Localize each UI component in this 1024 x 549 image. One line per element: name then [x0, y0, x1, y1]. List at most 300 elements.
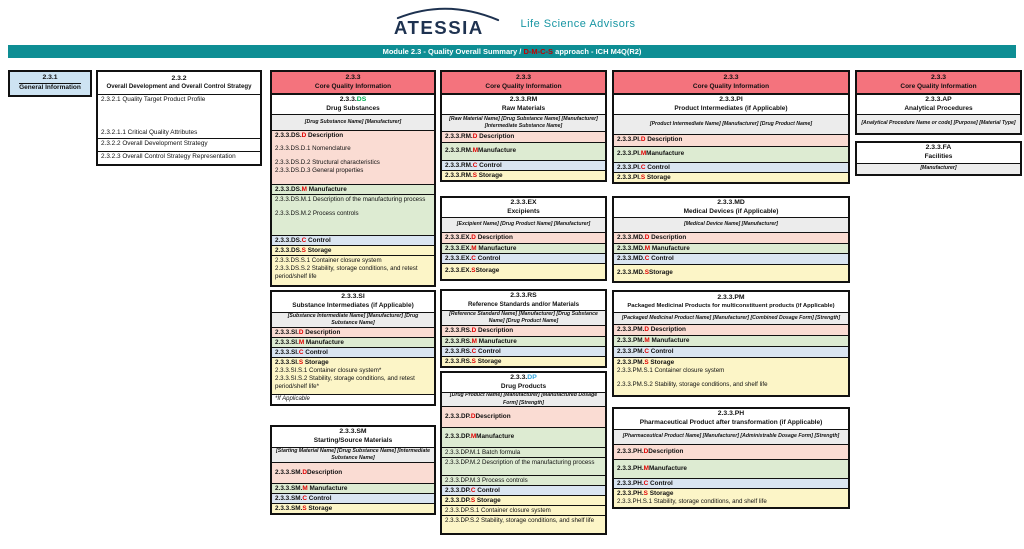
label-text: Control — [645, 164, 670, 171]
si-sub-item: 2.3.3.SI.S.2 Stability, storage conditions, and retest period/shelf life* — [275, 375, 415, 391]
code-pre: 2.3.3.RS. — [445, 348, 472, 355]
code-pre: 2.3.3.EX. — [445, 267, 472, 275]
dmcs-key: D — [471, 327, 477, 334]
label-text: Control — [649, 255, 674, 262]
pi-description-row — [614, 134, 848, 146]
core-title: Core Quality Information — [314, 82, 392, 90]
dmcs-key: C — [298, 349, 304, 356]
dmcs-key: S — [643, 490, 648, 497]
dmcs-key: D — [644, 326, 649, 333]
ph-code: 2.3.3.PH — [717, 410, 745, 418]
ds-storage-row — [272, 245, 434, 255]
md-code: 2.3.3.MD — [717, 198, 745, 206]
reference-standards-box — [440, 289, 607, 368]
code-pre: 2.3.3.RM. — [445, 147, 473, 155]
code-pre: 2.3.3.SM. — [275, 495, 303, 502]
ds-description-row — [275, 132, 431, 140]
label-text: Description — [306, 132, 344, 139]
dmcs-key: D — [470, 412, 476, 420]
ds-control-row — [272, 235, 434, 245]
pi-scope: [Product Intermediate Name] [Manufacturer] [Drug Product Name] — [614, 114, 848, 134]
label-text: Manufacture — [476, 433, 515, 441]
code-pre: 2.3.3.PI. — [617, 174, 641, 181]
product-intermediates-box — [612, 70, 850, 184]
facilities-box — [855, 141, 1022, 176]
dmcs-key: D — [302, 468, 307, 476]
code-pre: 2.3.3.SM. — [275, 485, 303, 492]
label-text: Storage — [645, 174, 671, 181]
code-pre: 2.3.3.PM. — [617, 337, 645, 344]
ds-manufacture-row — [272, 184, 434, 194]
dp-manufacture-row — [442, 427, 605, 447]
code-pre: 2.3.3.PI. — [617, 164, 641, 171]
dp-sub-item: 2.3.3.DP.M.3 Process controls — [442, 475, 605, 485]
code-pre: 2.3.3. — [510, 373, 528, 381]
pm-storage-section — [614, 357, 848, 395]
code-pre: 2.3.3.RS. — [445, 338, 472, 345]
sm-title: Starting/Source Materials — [313, 437, 393, 445]
rs-code: 2.3.3.RS — [510, 292, 537, 300]
strategy-qtpp-cell — [98, 94, 260, 138]
md-description-row — [614, 232, 848, 243]
label-text: Control — [306, 237, 331, 244]
dmcs-key: C — [302, 495, 307, 502]
label-text: Storage — [305, 247, 332, 254]
label-text: Control — [475, 487, 500, 494]
rs-manufacture-row — [442, 336, 605, 346]
rm-storage-row — [442, 170, 605, 180]
dmcs-key: S — [640, 174, 646, 181]
drug-products-box — [440, 371, 607, 535]
code-pre: 2.3.3.DP. — [445, 433, 471, 441]
code-pre: 2.3.3.SI. — [275, 339, 299, 346]
label-text: Storage — [475, 358, 502, 365]
core-code: 2.3.3 — [723, 73, 739, 81]
code-pre: 2.3.3.MD. — [617, 255, 645, 262]
dmcs-key: M — [301, 186, 307, 193]
drug-substances-box — [270, 70, 436, 287]
si-footnote: *If Applicable — [272, 394, 434, 404]
pi-code: 2.3.3.PI — [719, 95, 743, 103]
gi-code: 2.3.1 — [42, 74, 58, 82]
dmcs-key: S — [301, 247, 306, 254]
fa-title: Facilities — [924, 153, 953, 161]
dp-sub-item: 2.3.3.DP.M.1 Batch formula — [442, 447, 605, 457]
packaged-medicinal-products-box — [612, 290, 850, 397]
ph-title: Pharmaceutical Product after transformation (if Applicable) — [639, 419, 823, 427]
dmcs-key: S — [472, 172, 477, 179]
code-pre: 2.3.3.SM. — [275, 468, 303, 476]
pm-storage-row — [617, 359, 845, 367]
label-text: Description — [476, 327, 514, 334]
label-text: Storage — [306, 505, 333, 512]
ex-scope: [Excipient Name] [Drug Product Name] [Manufacturer] — [442, 217, 605, 232]
fa-scope: [Manufacturer] — [857, 163, 1020, 174]
sm-manufacture-row — [272, 483, 434, 493]
ex-storage-row — [442, 263, 605, 279]
sm-storage-row — [272, 503, 434, 513]
ap-code: 2.3.3.AP — [925, 95, 952, 103]
sm-control-row — [272, 493, 434, 503]
dmcs-key: C — [644, 348, 649, 355]
rm-scope: [Raw Material Name] [Drug Substance Name] [Manufacturer] [Intermediate Substance Name] — [442, 114, 605, 131]
code-pre: 2.3.3.PH. — [617, 490, 644, 497]
ds-storage-section — [272, 255, 434, 285]
code-pre: 2.3.3.DS. — [275, 132, 302, 139]
rs-scope: [Reference Standard Name] [Manufacturer] [Drug Substance Name] [Drug Product Name] — [442, 310, 605, 325]
ph-storage-section — [614, 488, 848, 507]
code-pre: 2.3.3.MD. — [617, 268, 645, 276]
ex-code: 2.3.3.EX — [510, 198, 537, 206]
pm-scope: [Packaged Medicinal Product Name] [Manufacturer] [Combined Dosage Form] [Strength] — [614, 312, 848, 324]
ph-scope: [Pharmaceutical Product Name] [Manufacturer] [Administrable Dosage Form] [Strength] — [614, 429, 848, 444]
analytical-procedures-box — [855, 70, 1022, 135]
banner-dmcs-highlight: D-M-C-S — [523, 47, 554, 56]
dmcs-key: S — [471, 267, 476, 275]
label-text: Control — [477, 162, 502, 169]
pm-title: Packaged Medicinal Products for multiconstituent products (if Applicable) — [627, 302, 835, 309]
label-text: Control — [648, 348, 674, 355]
dp-description-row — [442, 406, 605, 427]
ds-key: DS — [356, 95, 367, 103]
pm-code: 2.3.3.PM — [717, 293, 745, 301]
module-banner — [8, 45, 1016, 58]
pi-control-row — [614, 162, 848, 172]
code-pre: 2.3.3.RM. — [445, 133, 473, 140]
logo — [0, 4, 1024, 44]
dp-sub-item: 2.3.3.DP.S.2 Stability, storage conditions, and shelf life — [442, 515, 605, 533]
rs-description-row — [442, 325, 605, 336]
dmcs-key: M — [471, 245, 477, 252]
code-pre: 2.3.3.MD. — [617, 245, 645, 252]
core-title: Core Quality Information — [485, 82, 562, 90]
strategy-title: Overall Development and Overall Control Strategy — [106, 83, 252, 91]
label-text: Control — [476, 348, 501, 355]
rm-title: Raw Materials — [501, 104, 546, 112]
ph-storage-row — [617, 490, 845, 498]
banner-text-post: approach - ICH M4Q(R2) — [553, 47, 642, 56]
fa-code: 2.3.3.FA — [925, 144, 952, 152]
label-text: Manufacture — [476, 245, 517, 252]
sm-code: 2.3.3.SM — [339, 428, 367, 436]
dmcs-key: M — [302, 485, 308, 492]
code-pre: 2.3.3.SI. — [275, 329, 299, 336]
core-quality-header — [442, 72, 605, 93]
pm-manufacture-row — [614, 335, 848, 346]
label-text: Description — [645, 136, 683, 143]
core-quality-header — [272, 72, 434, 93]
dmcs-key: C — [640, 164, 646, 171]
dmcs-key: D — [640, 136, 646, 143]
pi-header — [614, 93, 848, 114]
dmcs-key: C — [470, 487, 476, 494]
pi-manufacture-row — [614, 146, 848, 162]
ds-sub-item: 2.3.3.DS.S.1 Container closure system — [275, 257, 382, 264]
md-title: Medical Devices (if Applicable) — [683, 207, 779, 215]
dmcs-key: C — [472, 162, 478, 169]
dp-sub-item: 2.3.3.DP.S.1 Container closure system — [442, 505, 605, 515]
rs-control-row — [442, 346, 605, 356]
code-pre: 2.3.3.DP. — [445, 487, 471, 494]
dmcs-key: C — [301, 237, 307, 244]
code-pre: 2.3.3.PH. — [617, 480, 644, 487]
md-scope: [Medical Device Name] [Manufacturer] — [614, 217, 848, 232]
code-pre: 2.3.3.PI. — [617, 136, 641, 143]
label-text: Manufacture — [650, 245, 690, 252]
label-text: Description — [648, 326, 686, 333]
dp-control-row — [442, 485, 605, 495]
dmcs-key: M — [472, 147, 479, 155]
core-title: Core Quality Information — [692, 82, 770, 90]
strategy-box — [96, 70, 262, 166]
label-text: Storage — [475, 497, 501, 504]
rm-control-row — [442, 160, 605, 170]
rs-header — [442, 291, 605, 310]
core-quality-header — [614, 72, 848, 93]
si-scope: [Substance Intermediate Name] [Manufacturer] [Drug Substance Name] — [272, 312, 434, 327]
ph-description-row — [614, 444, 848, 459]
gi-title: General Information — [19, 84, 81, 92]
pm-sub-item: 2.3.3.PM.S.1 Container closure system — [617, 367, 725, 375]
dmcs-key: S — [644, 268, 649, 276]
sm-scope: [Starting Material Name] [Drug Substance Name] [Intermediate Substance Name] — [272, 447, 434, 462]
ds-header — [272, 93, 434, 114]
md-header — [614, 198, 848, 217]
excipients-box — [440, 196, 607, 281]
dmcs-key: M — [643, 464, 649, 472]
rm-manufacture-row — [442, 142, 605, 160]
rm-description-row — [442, 131, 605, 142]
dmcs-key: M — [471, 338, 477, 345]
ap-scope: [Analytical Procedure Name or code] [Purpose] [Material Type] — [857, 114, 1020, 133]
pm-control-row — [614, 346, 848, 357]
brand-wordmark: ATESSIA — [394, 16, 485, 38]
core-code: 2.3.3 — [930, 73, 947, 81]
code-pre: 2.3.3.PM. — [617, 359, 645, 366]
label-text: Control — [648, 480, 673, 487]
dmcs-key: S — [302, 505, 307, 512]
ap-header — [857, 93, 1020, 114]
code-pre: 2.3.3.PM. — [617, 348, 645, 355]
si-sub-item: 2.3.3.SI.S.1 Container closure system* — [275, 367, 382, 375]
dmcs-key: D — [643, 447, 649, 455]
md-storage-row — [614, 264, 848, 281]
si-storage-row — [275, 359, 431, 367]
raw-materials-box — [440, 70, 607, 182]
strategy-item: 2.3.2.3 Overall Control Strategy Representation — [98, 151, 260, 164]
dp-sub-item: 2.3.3.DP.M.2 Description of the manufacturing process — [442, 457, 605, 475]
ex-manufacture-row — [442, 243, 605, 253]
code-pre: 2.3.3.DP. — [445, 412, 471, 420]
code-pre: 2.3.3.SI. — [275, 349, 299, 356]
ex-header — [442, 198, 605, 217]
dmcs-key: D — [298, 329, 304, 336]
rm-code: 2.3.3.RM — [509, 95, 538, 103]
strategy-code: 2.3.2 — [171, 74, 187, 82]
label-text: Storage — [648, 359, 675, 366]
dmcs-key: M — [470, 433, 477, 441]
ex-description-row — [442, 232, 605, 243]
dp-storage-row — [442, 495, 605, 505]
label-text: Description — [475, 412, 511, 420]
label-text: Control — [306, 495, 332, 502]
dp-code — [444, 374, 603, 383]
dmcs-key: M — [298, 339, 305, 346]
label-text: Description — [648, 447, 684, 455]
dp-scope: [Drug Product Name] [Manufacturer] [Manufactured Dosage Form] [Strength] — [442, 392, 605, 406]
strategy-header — [98, 72, 260, 94]
label-text: Storage — [648, 268, 673, 276]
rs-storage-row — [442, 356, 605, 366]
label-text: Manufacture — [307, 485, 348, 492]
dmcs-key: D — [472, 133, 478, 140]
code-pre: 2.3.3.RS. — [445, 358, 472, 365]
label-text: Storage — [476, 172, 503, 179]
dmcs-key: C — [644, 255, 650, 262]
md-manufacture-row — [614, 243, 848, 253]
ex-control-row — [442, 253, 605, 263]
label-text: Manufacture — [476, 338, 517, 345]
label-text: Manufacture — [306, 186, 347, 193]
label-text: Control — [475, 255, 501, 262]
ex-title: Excipients — [507, 207, 540, 215]
dmcs-key: S — [298, 359, 304, 366]
code-pre: 2.3.3.RM. — [445, 162, 473, 169]
md-control-row — [614, 253, 848, 264]
code-pre: 2.3.3.PH. — [617, 447, 644, 455]
dmcs-key: M — [644, 337, 650, 344]
strategy-item: 2.3.2.2 Overall Development Strategy — [98, 138, 260, 151]
code-pre: 2.3.3.EX. — [445, 245, 472, 252]
code-pre: 2.3.3.EX. — [445, 234, 472, 241]
dmcs-key: S — [470, 497, 476, 504]
label-text: Description — [306, 468, 343, 476]
dmcs-key: D — [644, 234, 650, 241]
si-code: 2.3.3.SI — [341, 293, 365, 301]
dmcs-key: D — [301, 132, 307, 139]
ds-sub-item: 2.3.3.DS.M.1 Description of the manufacturing process — [275, 196, 426, 203]
ds-sub-item: 2.3.3.DS.D.2 Structural characteristics — [275, 159, 380, 167]
label-text: Storage — [303, 359, 329, 366]
code-pre: 2.3.3. — [339, 95, 357, 103]
label-text: Description — [303, 329, 341, 336]
atessia-logo — [388, 6, 506, 42]
general-information-box — [8, 70, 92, 97]
dp-header — [442, 373, 605, 392]
pi-storage-row — [614, 172, 848, 182]
ds-title: Drug Substances — [326, 104, 380, 112]
code-pre: 2.3.3.RS. — [445, 327, 472, 334]
ds-sub-item: 2.3.3.DS.M.2 Process controls — [275, 210, 359, 218]
dmcs-key: M — [644, 245, 651, 252]
label-text: Manufacture — [648, 464, 687, 472]
core-code: 2.3.3 — [345, 73, 361, 81]
code-pre: 2.3.3.PM. — [617, 326, 645, 333]
ds-sub-item: 2.3.3.DS.S.2 Stability, storage conditions, and retest period/shelf life — [275, 265, 418, 281]
label-text: Storage — [475, 267, 500, 275]
code-pre: 2.3.3.MD. — [617, 234, 645, 241]
strategy-item: 2.3.2.1 Quality Target Product Profile — [101, 96, 206, 103]
fa-header — [857, 143, 1020, 163]
rm-header — [442, 93, 605, 114]
starting-source-materials-box — [270, 425, 436, 515]
core-quality-header — [857, 72, 1020, 93]
pm-header — [614, 292, 848, 312]
pharmaceutical-product-box — [612, 407, 850, 509]
dmcs-key: C — [471, 348, 477, 355]
pm-description-row — [614, 324, 848, 335]
dmcs-key: S — [644, 359, 649, 366]
code-pre: 2.3.3.DS. — [275, 186, 302, 193]
strategy-item: 2.3.2.1.1 Critical Quality Attributes — [101, 128, 198, 136]
ds-sub-item: 2.3.3.DS.D.3 General properties — [275, 167, 364, 175]
medical-devices-box — [612, 196, 850, 283]
si-description-row — [272, 327, 434, 337]
substance-intermediates-box — [270, 290, 436, 406]
dmcs-key: C — [643, 480, 649, 487]
logo-tagline: Life Science Advisors — [520, 18, 636, 30]
rs-title: Reference Standards and/or Materials — [467, 300, 580, 308]
label-text: Manufacture — [478, 147, 517, 155]
label-text: Description — [477, 133, 515, 140]
code-pre: 2.3.3.EX. — [445, 255, 472, 262]
label-text: Storage — [647, 490, 674, 497]
ph-manufacture-row — [614, 459, 848, 478]
si-title: Substance Intermediates (if Applicable) — [292, 302, 414, 310]
ds-sub-item: 2.3.3.DS.D.1 Nomenclature — [275, 145, 351, 153]
dmcs-key: D — [471, 234, 476, 241]
si-manufacture-row — [272, 337, 434, 347]
dmcs-key: S — [471, 358, 476, 365]
label-text: Description — [475, 234, 513, 241]
si-storage-section — [272, 357, 434, 394]
ds-manufacture-section — [272, 194, 434, 235]
ds-scope: [Drug Substance Name] [Manufacturer] — [272, 114, 434, 130]
pm-sub-item: 2.3.3.PM.S.2 Stability, storage conditions, and shelf life — [617, 381, 768, 389]
label-text: Manufacture — [646, 150, 685, 158]
code-pre: 2.3.3.SM. — [275, 505, 303, 512]
ph-header — [614, 409, 848, 429]
ph-control-row — [614, 478, 848, 488]
code-pre: 2.3.3.SI. — [275, 359, 299, 366]
dp-key: DP — [527, 373, 537, 381]
label-text: Description — [649, 234, 687, 241]
code-pre: 2.3.3.RM. — [445, 172, 473, 179]
dmcs-key: C — [471, 255, 476, 262]
banner-text-pre: Module 2.3 - Quality Overall Summary / — [382, 47, 524, 56]
label-text: Manufacture — [649, 337, 690, 344]
dmcs-key: M — [640, 150, 647, 158]
core-title: Core Quality Information — [900, 82, 977, 90]
si-control-row — [272, 347, 434, 357]
label-text: Manufacture — [304, 339, 344, 346]
code-pre: 2.3.3.DP. — [445, 497, 471, 504]
sm-description-row — [272, 462, 434, 483]
ph-sub-item: 2.3.3.PH.S.1 Stability, storage conditions, and shelf life — [617, 498, 767, 506]
sm-header — [272, 427, 434, 447]
code-pre: 2.3.3.DS. — [275, 237, 302, 244]
si-header — [272, 292, 434, 312]
pi-title: Product Intermediates (if Applicable) — [674, 104, 788, 112]
core-code: 2.3.3 — [515, 73, 532, 81]
code-pre: 2.3.3.DS. — [275, 247, 302, 254]
dp-title: Drug Products — [500, 382, 547, 390]
code-pre: 2.3.3.PI. — [617, 150, 641, 158]
code-pre: 2.3.3.PH. — [617, 464, 644, 472]
ds-code — [274, 96, 432, 105]
ds-description-section — [272, 130, 434, 184]
ap-title: Analytical Procedures — [904, 104, 973, 112]
